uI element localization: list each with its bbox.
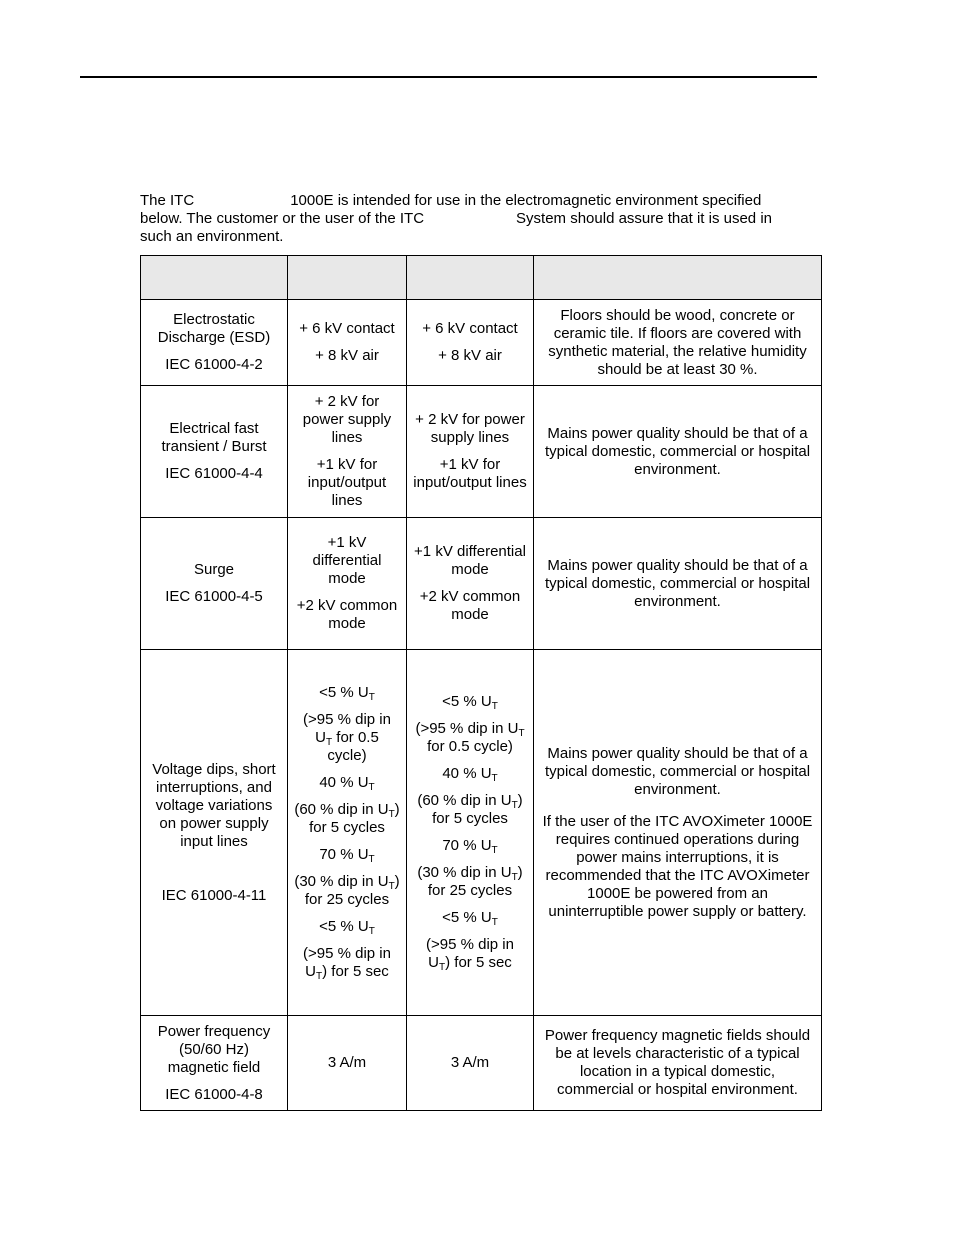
column-header <box>407 256 534 300</box>
guidance-cell: Mains power quality should be that of a typical domestic, commercial or hospital environment. <box>534 518 822 650</box>
compliance-cell: <5 % $U_T$ (>95 % dip in $U_T$ for 0.5 cycle) 40 % $U_T$ (60 % dip in $U_T$) for 5 cycles 70 % $U_T$ (30 % dip in $U_T$) for 25 cycles <5 % $U_T$ (>95 % dip in $U_T$) for 5 sec <box>407 650 534 1016</box>
level-cell: + 2 kV for power supply lines +1 kV for input/output lines <box>288 386 407 518</box>
guidance-cell: Mains power quality should be that of a typical domestic, commercial or hospital environment. If the user of the ITC AVOXimeter 1000E requires continued operations during power mains interruptions, it is recommended that the ITC AVOXimeter 1000E be powered from an uninterruptible power supply or battery. <box>534 650 822 1016</box>
column-header <box>534 256 822 300</box>
compliance-cell: + 6 kV contact + 8 kV air <box>407 300 534 386</box>
compliance-cell: + 2 kV for power supply lines +1 kV for input/output lines <box>407 386 534 518</box>
compliance-cell: +1 kV differential mode +2 kV common mode <box>407 518 534 650</box>
immunity-table <box>140 255 822 1111</box>
table-row <box>141 650 822 1016</box>
table-row <box>141 518 822 650</box>
level-cell: +1 kV differential mode +2 kV common mode <box>288 518 407 650</box>
intro-paragraph <box>140 192 820 246</box>
column-header <box>288 256 407 300</box>
intro-text: The ITC <box>140 192 195 209</box>
table-header-row <box>141 256 822 300</box>
header-rule <box>80 76 817 78</box>
table-row <box>141 386 822 518</box>
level-cell: <5 % $U_T$ (>95 % dip in $U_T$ for 0.5 cycle) 40 % $U_T$ (60 % dip in $U_T$) for 5 cycles 70 % $U_T$ (30 % dip in $U_T$) for 25 cycles <5 % $U_T$ (>95 % dip in $U_T$) for 5 sec <box>288 650 407 1016</box>
test-cell: Electrical fast transient / Burst IEC 61000-4-4 <box>141 386 288 518</box>
level-cell: + 6 kV contact + 8 kV air <box>288 300 407 386</box>
test-cell: Electrostatic Discharge (ESD) IEC 61000-4-2 <box>141 300 288 386</box>
guidance-cell: Mains power quality should be that of a typical domestic, commercial or hospital environment. <box>534 386 822 518</box>
table-row <box>141 300 822 386</box>
intro-text: below. The customer or the user of the ITC <box>140 210 425 227</box>
test-cell: Voltage dips, short interruptions, and voltage variations on power supply input lines IEC 61000-4-11 <box>141 650 288 1016</box>
test-cell: Surge IEC 61000-4-5 <box>141 518 288 650</box>
test-cell: Power frequency (50/60 Hz) magnetic field IEC 61000-4-8 <box>141 1016 288 1111</box>
compliance-cell: 3 A/m <box>407 1016 534 1111</box>
guidance-cell: Floors should be wood, concrete or ceramic tile. If floors are covered with synthetic material, the relative humidity should be at least 30 %. <box>534 300 822 386</box>
column-header <box>141 256 288 300</box>
intro-text: such an environment. <box>140 228 284 245</box>
intro-text: System should assure that it is used in <box>516 210 772 227</box>
level-cell: 3 A/m <box>288 1016 407 1111</box>
intro-text: 1000E is intended for use in the electromagnetic environment specified <box>290 192 762 209</box>
table-row <box>141 1016 822 1111</box>
guidance-cell: Power frequency magnetic fields should be at levels characteristic of a typical location in a typical domestic, commercial or hospital environment. <box>534 1016 822 1111</box>
